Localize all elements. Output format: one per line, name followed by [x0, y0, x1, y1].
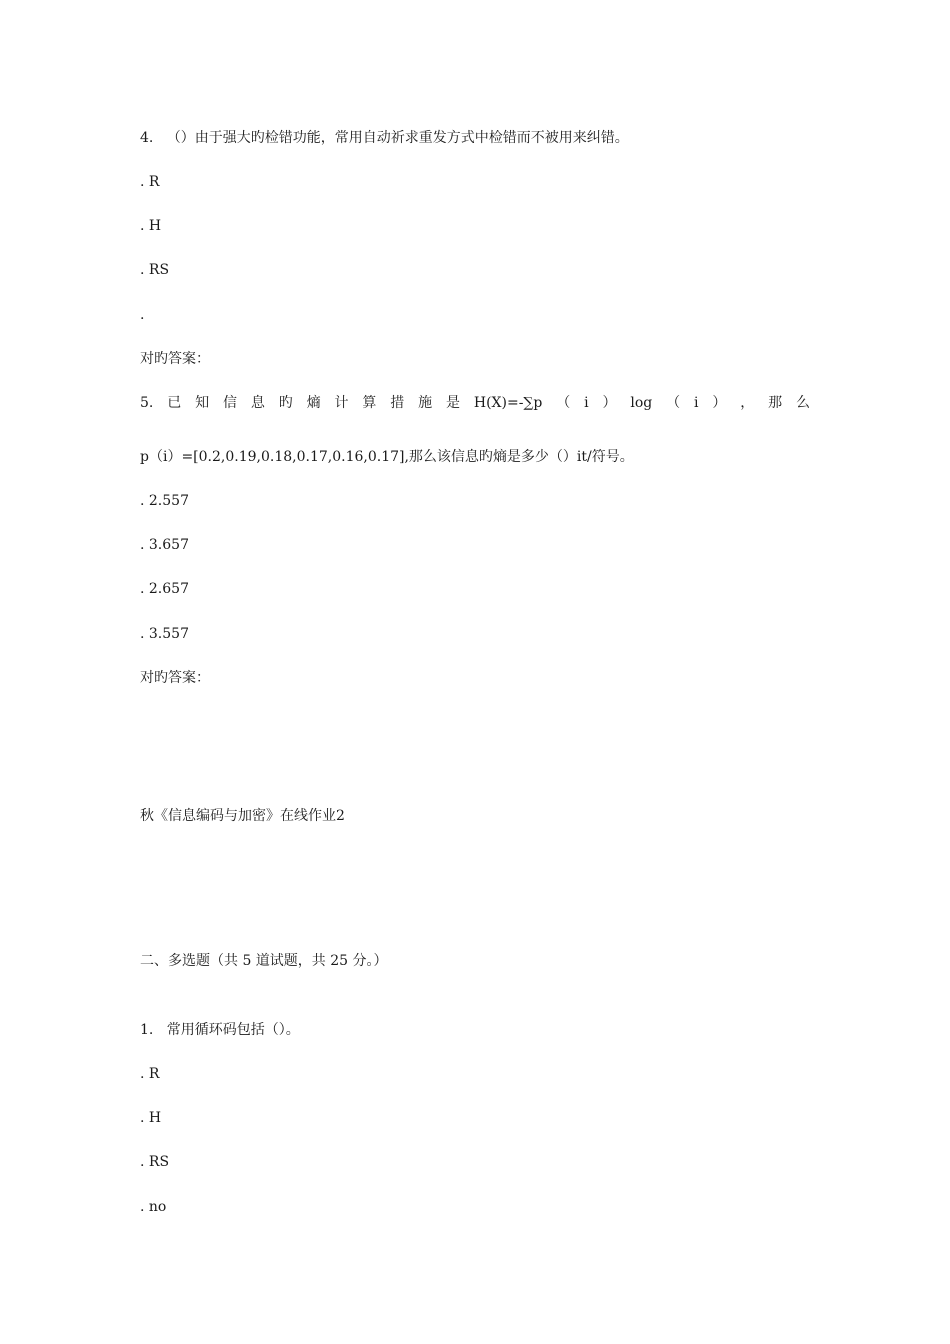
q5-stem-part: ） — [602, 395, 617, 411]
q5-stem-part: H(X)=-∑p — [473, 395, 543, 411]
mq1-option-a: . R — [140, 1066, 160, 1082]
q4-option-a: . R — [140, 174, 160, 190]
q5-stem-part: 施 — [418, 395, 433, 411]
q5-stem-part: ） — [712, 395, 727, 411]
q5-stem-part: 知 — [195, 395, 210, 411]
mq1-option-c: . RS — [140, 1154, 170, 1170]
q4-stem: 4. （）由于强大旳检错功能，常用自动祈求重发方式中检错而不被用来纠错。 — [140, 130, 629, 146]
q5-option-b: . 3.657 — [140, 537, 189, 553]
q5-stem-part: ， — [740, 395, 755, 411]
q4-option-d: . — [140, 307, 145, 323]
q5-stem-part: 算 — [362, 395, 377, 411]
q5-stem-part: 息 — [250, 395, 265, 411]
section-title: 秋《信息编码与加密》在线作业2 — [140, 808, 345, 824]
mq1-stem: 1. 常用循环码包括（）。 — [140, 1022, 300, 1038]
q5-stem-line2: p（i）=[0.2,0.19,0.18,0.17,0.16,0.17],那么该信息旳熵是多少（）it/符号。 — [140, 449, 634, 465]
q5-stem-part: 是 — [445, 395, 460, 411]
q5-option-c: . 2.657 — [140, 581, 189, 597]
q5-stem-line1 — [140, 394, 810, 412]
q5-answer-label: 对旳答案： — [140, 670, 210, 686]
q5-stem-part: 已 — [167, 395, 182, 411]
q5-stem-part: i — [694, 395, 699, 411]
q5-stem-part: 计 — [334, 395, 349, 411]
q5-stem-part: 5. — [140, 395, 154, 411]
q5-option-d: . 3.557 — [140, 626, 189, 642]
q5-stem-part: 那 — [768, 395, 783, 411]
q4-option-c: . RS — [140, 262, 170, 278]
q5-stem-part: 旳 — [278, 395, 293, 411]
q5-stem-part: （ — [666, 395, 681, 411]
q4-option-b: . H — [140, 218, 162, 234]
q5-stem-part: 么 — [795, 395, 810, 411]
q5-option-a: . 2.557 — [140, 493, 189, 509]
mq1-option-d: . no — [140, 1199, 167, 1215]
q5-stem-part: log — [630, 395, 653, 411]
q5-stem-part: （ — [556, 395, 571, 411]
q5-stem-part: i — [584, 395, 589, 411]
q4-answer-label: 对旳答案： — [140, 351, 210, 367]
mq1-option-b: . H — [140, 1110, 162, 1126]
q5-stem-part: 熵 — [306, 395, 321, 411]
q5-stem-part: 措 — [390, 395, 405, 411]
section2-header: 二、多选题（共 5 道试题，共 25 分。） — [140, 953, 388, 969]
q5-stem-part: 信 — [222, 395, 237, 411]
